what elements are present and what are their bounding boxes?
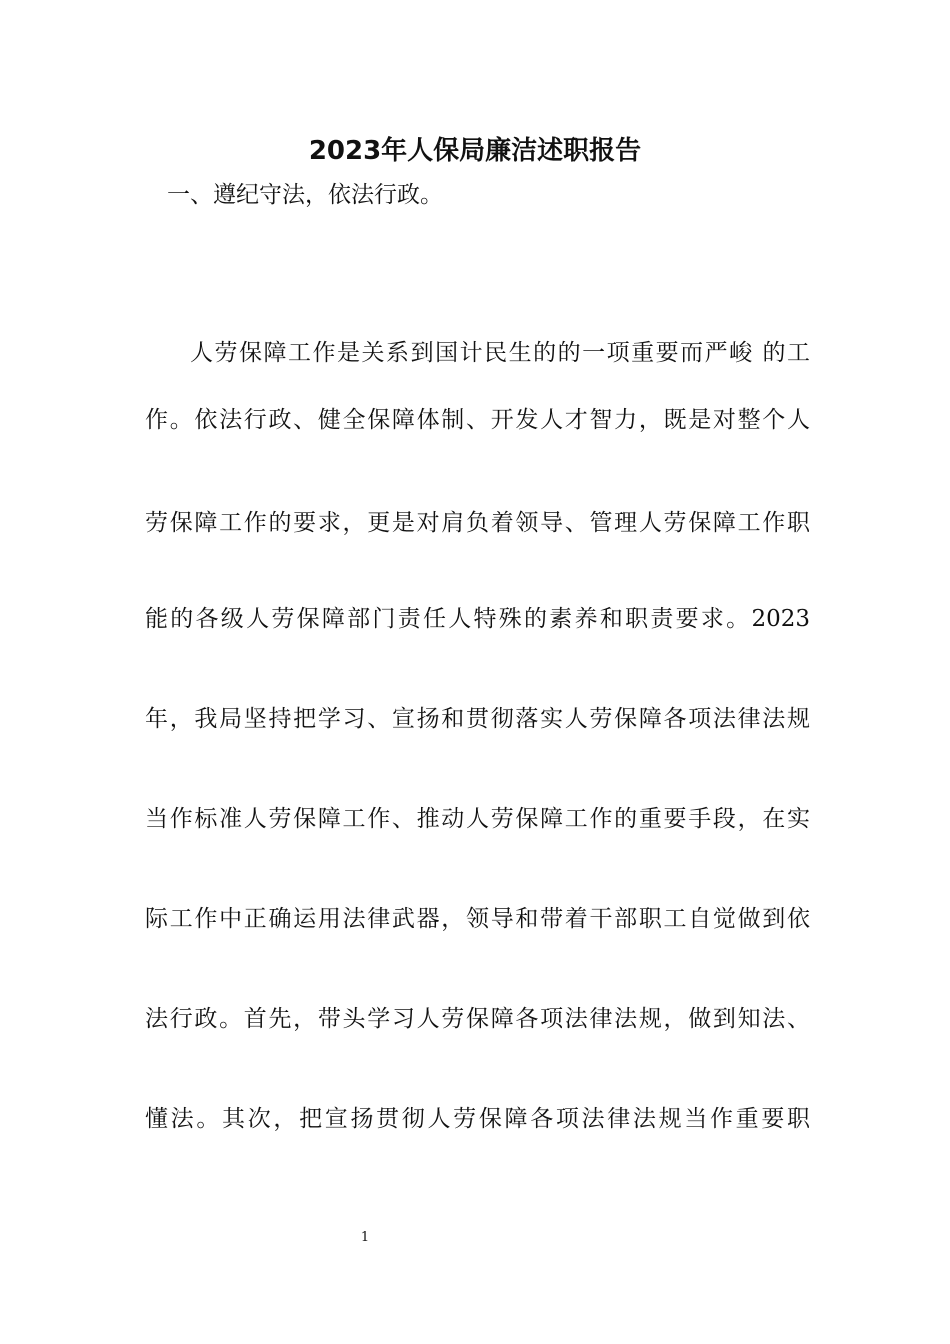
page-number: 1 <box>360 1230 370 1245</box>
page-title: 2023年人保局廉洁述职报告 <box>308 136 642 166</box>
paragraph-line: 作。依法行政、健全保障体制、开发人才智力，既是对整个人 <box>145 407 810 433</box>
paragraph-line: 法行政。首先，带头学习人劳保障各项法律法规，做到知法、 <box>145 1006 810 1032</box>
paragraph-line: 劳保障工作的要求，更是对肩负着领导、管理人劳保障工作职 <box>145 510 810 536</box>
paragraph-line: 际工作中正确运用法律武器，领导和带着干部职工自觉做到依 <box>145 906 810 932</box>
section-heading: 一、遵纪守法，依法行政。 <box>167 182 443 208</box>
paragraph-line: 懂法。其次，把宣扬贯彻人劳保障各项法律法规当作重要职 <box>145 1106 810 1132</box>
paragraph-line: 当作标准人劳保障工作、推动人劳保障工作的重要手段，在实 <box>145 806 810 832</box>
paragraph-line: 年，我局坚持把学习、宣扬和贯彻落实人劳保障各项法律法规 <box>145 706 810 732</box>
paragraph-line: 人劳保障工作是关系到国计民生的的一项重要而严峻 的工 <box>190 340 810 366</box>
paragraph-line: 能的各级人劳保障部门责任人特殊的素养和职责要求。2023 <box>145 606 810 632</box>
